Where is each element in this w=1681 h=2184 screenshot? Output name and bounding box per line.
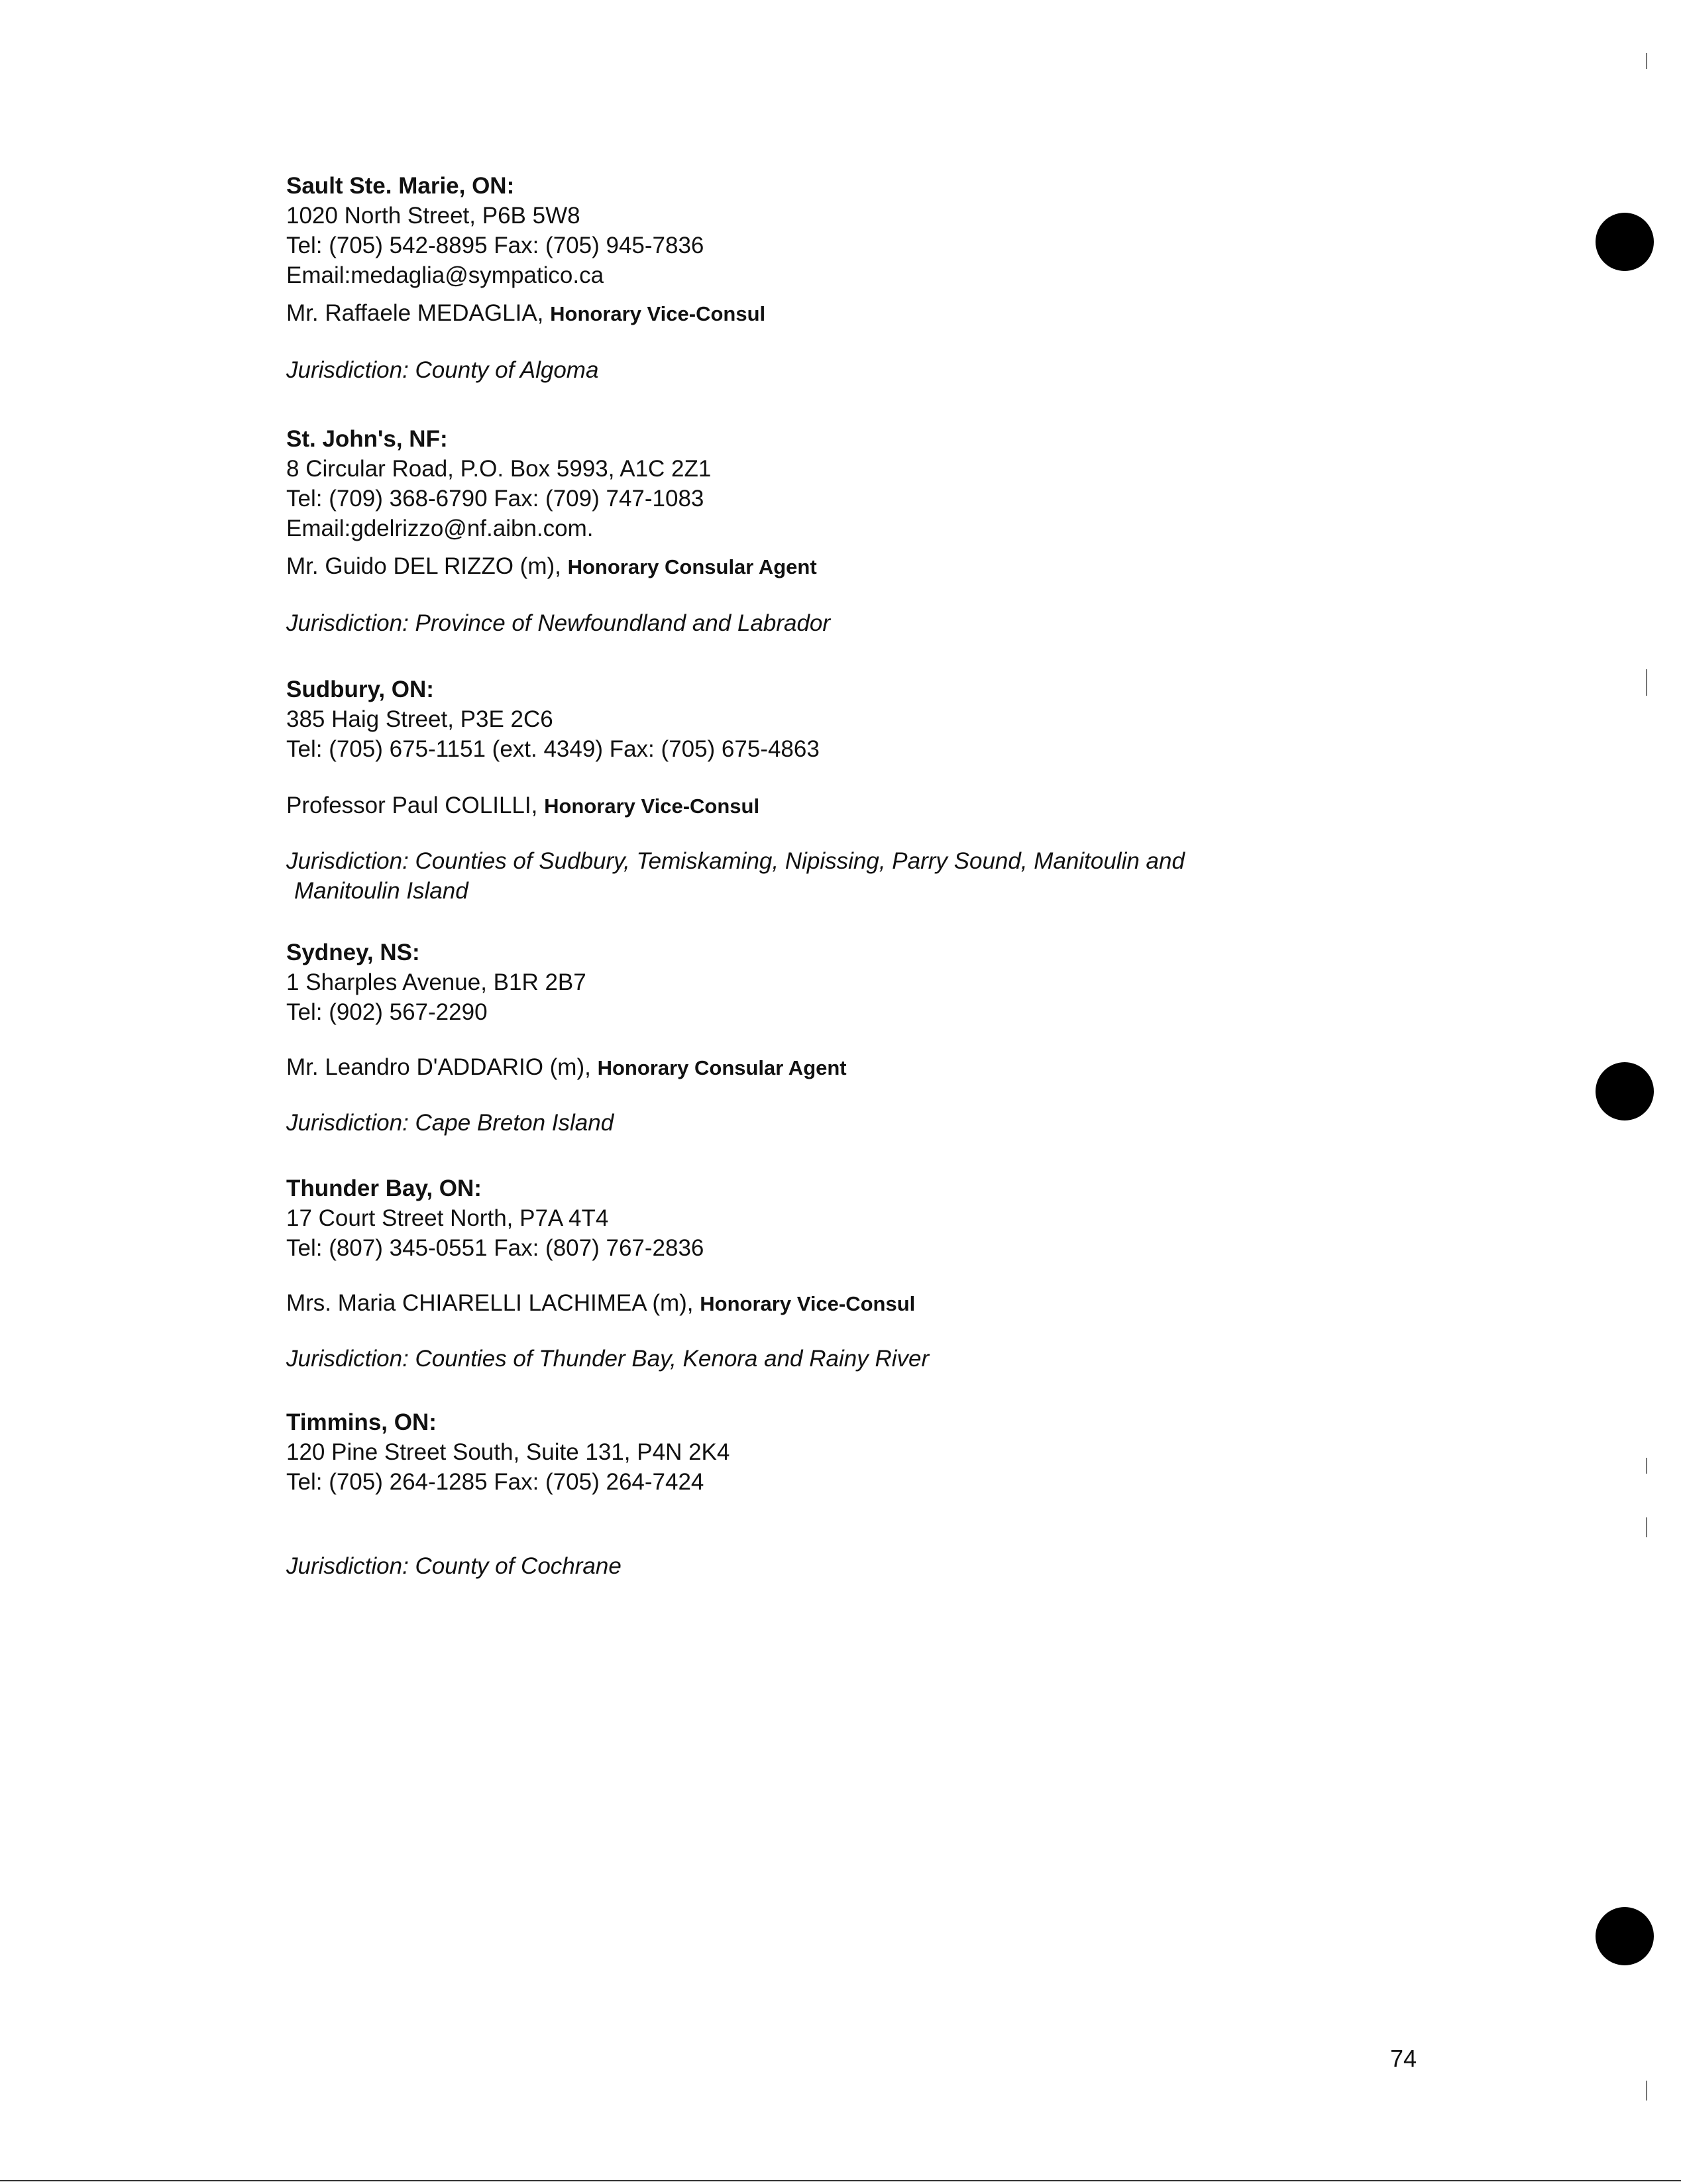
jurisdiction-line: Jurisdiction: County of Algoma (286, 357, 599, 383)
punch-hole-top (1596, 213, 1654, 271)
consulate-entry-sydney (286, 938, 1413, 1138)
email-line: Email:medaglia@sympatico.ca (286, 262, 604, 288)
consul-title: Honorary Vice-Consul (700, 1292, 916, 1315)
consul-line (286, 791, 1413, 821)
phone-line: Tel: (902) 567-2290 (286, 999, 488, 1025)
city-heading: St. John's, NF: (286, 426, 448, 452)
consul-name: Professor Paul COLILLI, (286, 792, 538, 818)
consul-name: Mr. Leandro D'ADDARIO (m), (286, 1054, 591, 1080)
address-line: 8 Circular Road, P.O. Box 5993, A1C 2Z1 (286, 456, 712, 482)
consulate-entry-timmins (286, 1407, 1413, 1581)
scan-edge-mark (1646, 1458, 1647, 1474)
consul-title: Honorary Vice-Consul (544, 794, 760, 818)
consul-title: Honorary Consular Agent (567, 555, 817, 578)
city-heading: Sudbury, ON: (286, 677, 434, 702)
consulate-entry-sudbury (286, 675, 1413, 906)
consul-line (286, 1288, 1413, 1319)
address-line: 17 Court Street North, P7A 4T4 (286, 1205, 609, 1231)
jurisdiction-line: Jurisdiction: Counties of Thunder Bay, Kenora and Rainy River (286, 1346, 930, 1372)
jurisdiction-line: Jurisdiction: Cape Breton Island (286, 1110, 614, 1136)
consul-title: Honorary Vice-Consul (550, 302, 766, 325)
address-line: 120 Pine Street South, Suite 131, P4N 2K4 (286, 1439, 730, 1465)
phone-line: Tel: (807) 345-0551 Fax: (807) 767-2836 (286, 1235, 704, 1261)
consul-title: Honorary Consular Agent (597, 1056, 847, 1079)
phone-line: Tel: (705) 264-1285 Fax: (705) 264-7424 (286, 1469, 704, 1495)
consul-line (286, 298, 1413, 329)
consul-name: Mr. Raffaele MEDAGLIA, (286, 300, 544, 326)
consulate-entry-thunder-bay (286, 1174, 1413, 1374)
jurisdiction-continuation: Manitoulin Island (294, 878, 468, 904)
consulate-entry-sault-ste-marie (286, 171, 1413, 385)
address-line: 385 Haig Street, P3E 2C6 (286, 706, 553, 732)
jurisdiction-line (286, 846, 1413, 906)
consul-name: Mr. Guido DEL RIZZO (m), (286, 553, 561, 579)
scan-edge-mark (1646, 2081, 1647, 2101)
page-number: 74 (1390, 2045, 1417, 2072)
jurisdiction-text: Jurisdiction: Counties of Sudbury, Temiskaming, Nipissing, Parry Sound, Manitoulin and (286, 848, 1185, 874)
city-heading: Sydney, NS: (286, 940, 420, 965)
consul-line (286, 1052, 1413, 1083)
punch-hole-bottom (1596, 1907, 1654, 1965)
address-line: 1 Sharples Avenue, B1R 2B7 (286, 969, 586, 995)
consulate-entry-st-johns (286, 424, 1413, 638)
scan-edge-mark (1646, 1517, 1647, 1537)
scan-edge-mark (1646, 669, 1647, 696)
consul-name: Mrs. Maria CHIARELLI LACHIMEA (m), (286, 1290, 694, 1316)
punch-hole-middle (1596, 1062, 1654, 1120)
phone-line: Tel: (709) 368-6790 Fax: (709) 747-1083 (286, 486, 704, 512)
city-heading: Timmins, ON: (286, 1409, 437, 1435)
page-bottom-rule (0, 2180, 1681, 2181)
jurisdiction-line: Jurisdiction: County of Cochrane (286, 1553, 622, 1579)
phone-line: Tel: (705) 675-1151 (ext. 4349) Fax: (705) 675-4863 (286, 736, 820, 762)
address-line: 1020 North Street, P6B 5W8 (286, 203, 580, 229)
scan-edge-mark (1646, 53, 1647, 69)
phone-line: Tel: (705) 542-8895 Fax: (705) 945-7836 (286, 233, 704, 258)
email-line: Email:gdelrizzo@nf.aibn.com. (286, 516, 594, 541)
city-heading: Thunder Bay, ON: (286, 1175, 482, 1201)
consul-line (286, 551, 1413, 582)
jurisdiction-line: Jurisdiction: Province of Newfoundland and Labrador (286, 610, 831, 636)
city-heading: Sault Ste. Marie, ON: (286, 173, 515, 199)
